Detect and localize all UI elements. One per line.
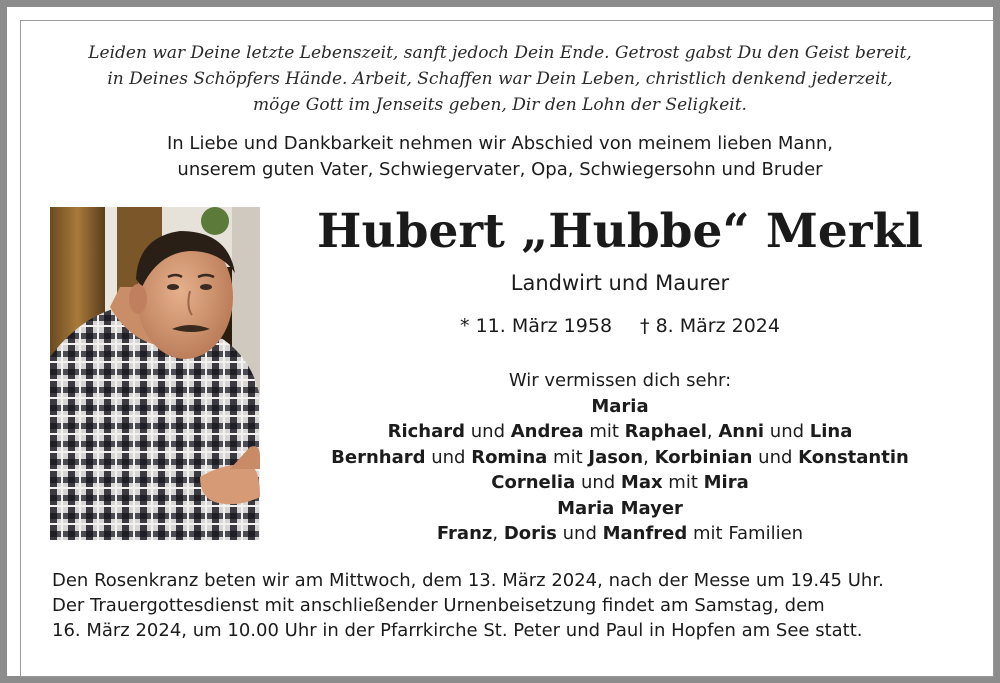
connector-word: und [752,446,799,468]
mourner-line [290,496,950,522]
connector-word: , [492,523,504,544]
mourner-name: Doris [503,523,557,544]
mourner-line [290,445,950,471]
birth-date: * 11. März 1958 [460,315,613,337]
mourner-name: Manfred [602,523,688,544]
mourner-name: Konstantin [798,446,909,468]
mourner-name: Lina [809,421,853,442]
mourner-line [290,470,950,496]
verse [0,40,1000,118]
intro-text [0,131,1000,183]
mourner-line [290,521,950,547]
mourner-name: Max [620,472,663,493]
mourner-name: Cornelia [491,472,576,493]
mourner-name: Franz [436,523,493,544]
mourner-name: Richard [387,421,466,442]
mourner-name: Mira [703,472,749,493]
intro-line: unserem guten Vater, Schwiegervater, Opa, Schwiegersohn und Bruder [177,159,823,180]
connector-word: und [575,472,621,493]
service-line: Den Rosenkranz beten wir am Mittwoch, dem 13. März 2024, nach der Messe um 19.45 Uhr. [52,570,884,591]
mourner-name: Romina [471,446,548,468]
connector-word: mit [583,421,625,442]
deceased-profession: Landwirt und Maurer [510,271,730,295]
connector-word: und [465,421,511,442]
connector-word: und [764,421,810,442]
mourner-line [290,394,950,420]
connector-word: , [706,421,719,442]
mourner-name: Maria Mayer [557,497,683,519]
mourner-name: Jason [588,446,644,468]
death-date: † 8. März 2024 [640,315,780,337]
connector-word: , [643,446,655,468]
mourner-name: Raphael [624,421,707,442]
connector-word: und [556,523,603,544]
service-details [52,568,972,643]
service-line: Der Trauergottesdienst mit anschließender Urnenbeisetzung findet am Samstag, dem [52,595,825,616]
connector-word: mit [662,472,704,493]
connector-word: und [425,446,472,468]
portrait-photo [50,207,260,540]
connector-word: mit [547,446,589,468]
mourners-heading: Wir vermissen dich sehr: [508,370,732,391]
mourners-list [290,368,950,547]
verse-line: möge Gott im Jenseits geben, Dir den Lohn der Seligkeit. [253,95,747,115]
mourner-name: Korbinian [654,446,753,468]
verse-line: in Deines Schöpfers Hände. Arbeit, Schaffen war Dein Leben, christlich denkend jederzeit, [107,69,893,89]
service-line: 16. März 2024, um 10.00 Uhr in der Pfarrkirche St. Peter und Paul in Hopfen am See statt. [52,620,863,641]
mourner-name: Bernhard [331,446,426,468]
deceased-name: Hubert „Hubbe“ Merkl [317,204,923,259]
verse-line: Leiden war Deine letzte Lebenszeit, sanft jedoch Dein Ende. Getrost gabst Du den Geist bereit, [88,43,912,63]
mourner-name: Anni [718,421,765,442]
mourner-name: Maria [591,395,649,417]
mourner-name: Andrea [510,421,584,442]
intro-line: In Liebe und Dankbarkeit nehmen wir Abschied von meinem lieben Mann, [166,133,833,154]
life-dates [290,312,950,340]
connector-word: mit Familien [687,523,804,544]
mourner-line [290,419,950,445]
